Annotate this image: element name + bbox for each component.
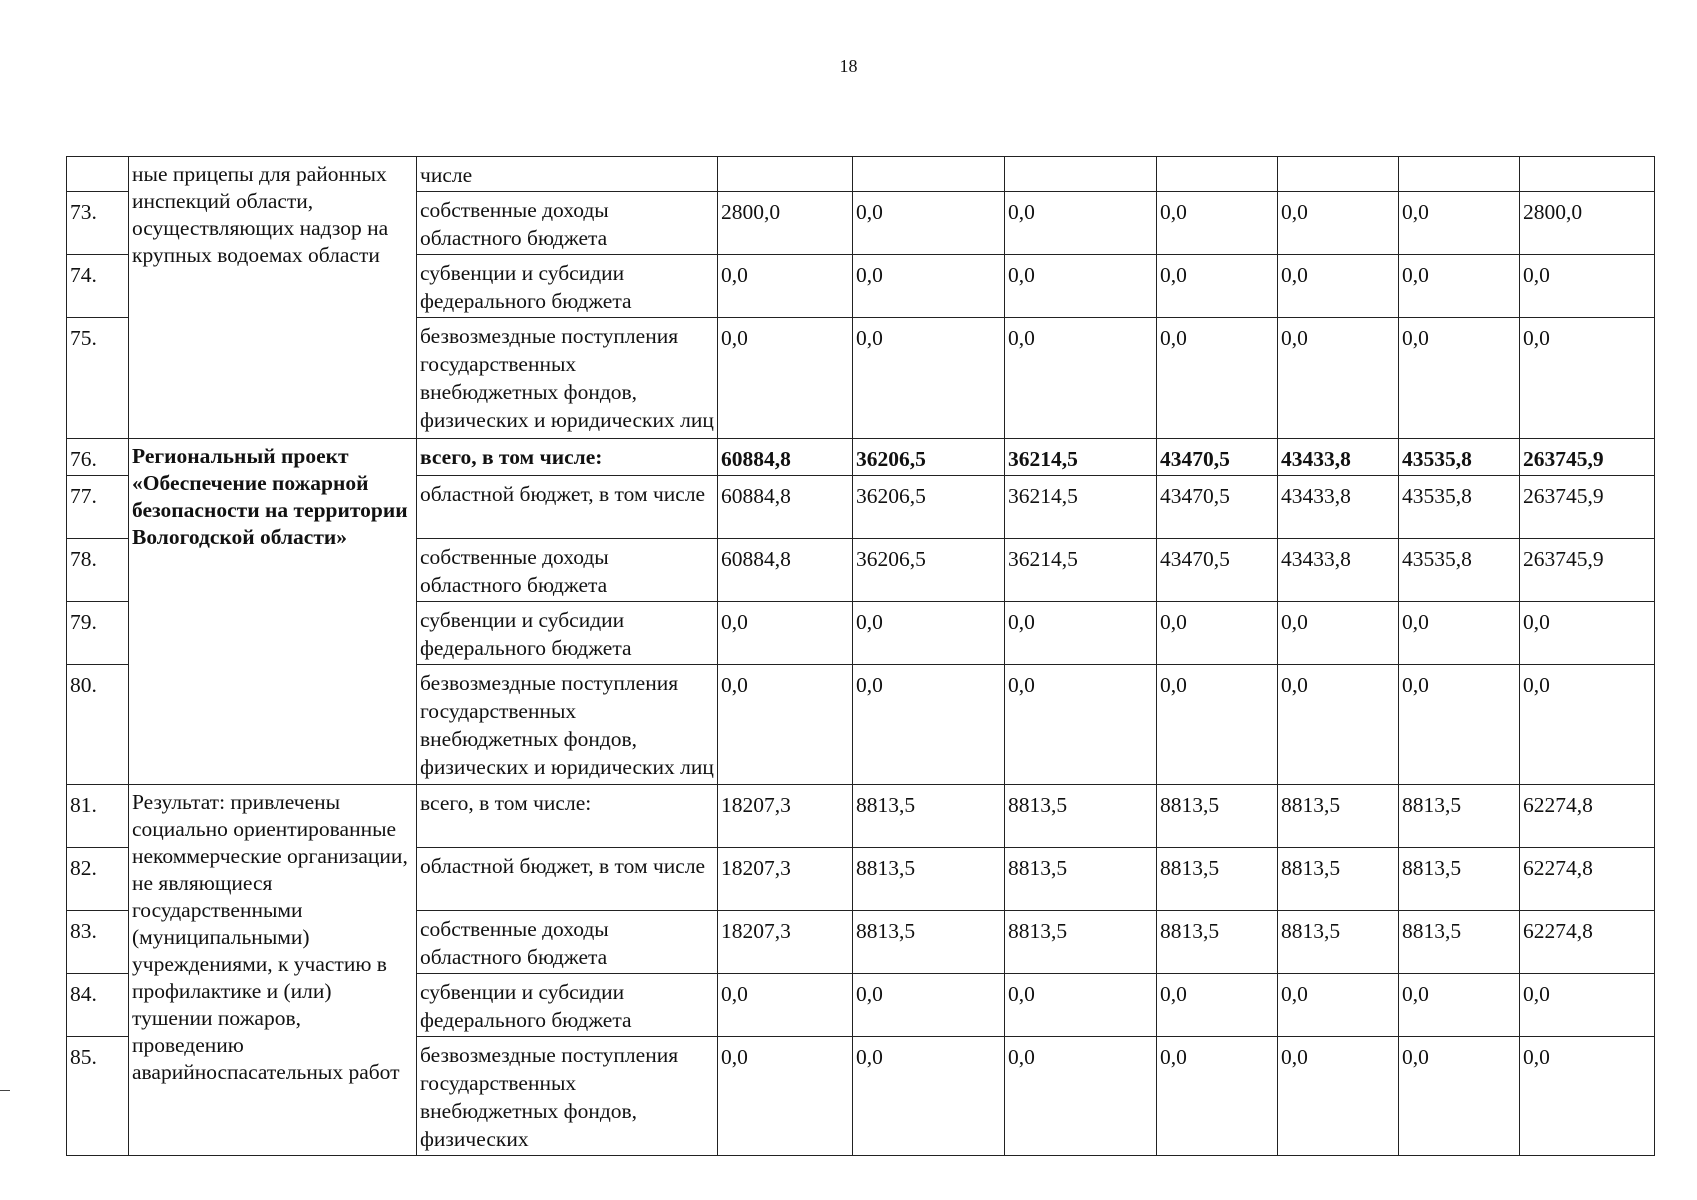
funding-source-cell: всего, в том числе:	[417, 785, 718, 848]
amount-cell: 8813,5	[1399, 911, 1520, 974]
amount-cell: 0,0	[718, 602, 853, 665]
amount-cell: 0,0	[1157, 192, 1278, 255]
amount-cell: 60884,8	[718, 539, 853, 602]
row-number-cell: 80.	[67, 665, 129, 785]
amount-cell: 43433,8	[1278, 439, 1399, 476]
amount-cell: 18207,3	[718, 911, 853, 974]
amount-cell: 36206,5	[853, 476, 1005, 539]
amount-cell: 62274,8	[1520, 911, 1655, 974]
amount-cell: 0,0	[1278, 318, 1399, 439]
amount-cell	[1005, 157, 1157, 192]
amount-cell: 8813,5	[1157, 848, 1278, 911]
amount-cell: 0,0	[718, 318, 853, 439]
amount-cell: 36206,5	[853, 439, 1005, 476]
amount-cell: 0,0	[1520, 602, 1655, 665]
amount-cell	[1520, 157, 1655, 192]
funding-source-cell: собственные доходы областного бюджета	[417, 911, 718, 974]
amount-cell: 0,0	[1399, 1037, 1520, 1156]
amount-cell: 0,0	[1278, 1037, 1399, 1156]
amount-cell: 43470,5	[1157, 439, 1278, 476]
amount-cell: 8813,5	[1278, 911, 1399, 974]
row-number-cell: 84.	[67, 974, 129, 1037]
funding-source-cell: областной бюджет, в том числе	[417, 476, 718, 539]
amount-cell: 0,0	[853, 602, 1005, 665]
amount-cell: 0,0	[1005, 602, 1157, 665]
amount-cell: 0,0	[1520, 255, 1655, 318]
amount-cell: 8813,5	[1278, 785, 1399, 848]
amount-cell: 43433,8	[1278, 539, 1399, 602]
amount-cell: 8813,5	[1157, 911, 1278, 974]
amount-cell: 0,0	[1157, 255, 1278, 318]
amount-cell: 0,0	[718, 255, 853, 318]
amount-cell: 8813,5	[1005, 785, 1157, 848]
funding-source-cell: безвозмездные поступления государственных внебюджетных фондов, физических	[417, 1037, 718, 1156]
amount-cell: 263745,9	[1520, 539, 1655, 602]
amount-cell: 43470,5	[1157, 539, 1278, 602]
amount-cell: 0,0	[853, 318, 1005, 439]
item-description-cell: ные прицепы для районных инспекций области, осуществляющих надзор на крупных водоемах области	[129, 157, 417, 439]
amount-cell: 0,0	[1005, 1037, 1157, 1156]
amount-cell: 18207,3	[718, 785, 853, 848]
amount-cell: 0,0	[718, 974, 853, 1037]
budget-table	[66, 156, 1655, 1156]
amount-cell: 0,0	[1520, 318, 1655, 439]
amount-cell: 0,0	[1520, 665, 1655, 785]
amount-cell	[853, 157, 1005, 192]
funding-source-cell: числе	[417, 157, 718, 192]
amount-cell: 0,0	[1399, 318, 1520, 439]
funding-source-cell: субвенции и субсидии федерального бюджета	[417, 602, 718, 665]
funding-source-cell: безвозмездные поступления государственных внебюджетных фондов, физических и юридических лиц	[417, 318, 718, 439]
amount-cell: 0,0	[1278, 192, 1399, 255]
funding-source-cell: всего, в том числе:	[417, 439, 718, 476]
amount-cell	[1278, 157, 1399, 192]
amount-cell: 0,0	[1399, 602, 1520, 665]
amount-cell: 36206,5	[853, 539, 1005, 602]
amount-cell: 8813,5	[853, 911, 1005, 974]
amount-cell: 0,0	[1005, 255, 1157, 318]
row-number-cell: 75.	[67, 318, 129, 439]
amount-cell: 0,0	[1005, 318, 1157, 439]
amount-cell: 0,0	[1399, 255, 1520, 318]
amount-cell: 0,0	[1157, 1037, 1278, 1156]
item-description-cell: Региональный проект «Обеспечение пожарной безопасности на территории Вологодской области»	[129, 439, 417, 785]
amount-cell: 62274,8	[1520, 848, 1655, 911]
amount-cell: 0,0	[1278, 255, 1399, 318]
row-number-cell: 73.	[67, 192, 129, 255]
table-row	[67, 439, 1655, 476]
funding-source-cell: субвенции и субсидии федерального бюджета	[417, 255, 718, 318]
amount-cell: 263745,9	[1520, 439, 1655, 476]
amount-cell: 2800,0	[1520, 192, 1655, 255]
amount-cell: 0,0	[1278, 665, 1399, 785]
amount-cell: 8813,5	[1399, 785, 1520, 848]
amount-cell: 43535,8	[1399, 476, 1520, 539]
amount-cell: 43535,8	[1399, 539, 1520, 602]
amount-cell: 8813,5	[853, 785, 1005, 848]
item-description-cell: Результат: привлечены социально ориентированные некоммерческие организации, не являющиеся государственными (муниципальными) учреждениями, к участию в профилактике и (или) тушении пожаров, проведению аварийноспасательных работ	[129, 785, 417, 1156]
row-number-cell: 77.	[67, 476, 129, 539]
page-number: 18	[839, 56, 858, 76]
amount-cell: 36214,5	[1005, 539, 1157, 602]
amount-cell: 8813,5	[1005, 848, 1157, 911]
row-number-cell	[67, 157, 129, 192]
amount-cell: 8813,5	[1157, 785, 1278, 848]
amount-cell: 0,0	[1278, 974, 1399, 1037]
row-number-cell: 76.	[67, 439, 129, 476]
row-number-cell: 82.	[67, 848, 129, 911]
amount-cell: 0,0	[1520, 1037, 1655, 1156]
amount-cell	[718, 157, 853, 192]
amount-cell: 60884,8	[718, 476, 853, 539]
amount-cell: 2800,0	[718, 192, 853, 255]
amount-cell	[1157, 157, 1278, 192]
amount-cell: 0,0	[1399, 974, 1520, 1037]
table-row	[67, 157, 1655, 192]
amount-cell: 62274,8	[1520, 785, 1655, 848]
amount-cell: 36214,5	[1005, 476, 1157, 539]
amount-cell: 0,0	[853, 255, 1005, 318]
table-body	[67, 157, 1655, 1156]
amount-cell: 0,0	[1157, 602, 1278, 665]
funding-source-cell: областной бюджет, в том числе	[417, 848, 718, 911]
amount-cell: 43470,5	[1157, 476, 1278, 539]
scan-edge-mark	[0, 1090, 10, 1091]
funding-source-cell: собственные доходы областного бюджета	[417, 192, 718, 255]
amount-cell: 8813,5	[1399, 848, 1520, 911]
amount-cell: 0,0	[718, 1037, 853, 1156]
amount-cell: 43433,8	[1278, 476, 1399, 539]
amount-cell: 0,0	[853, 665, 1005, 785]
amount-cell: 0,0	[1005, 974, 1157, 1037]
amount-cell: 43535,8	[1399, 439, 1520, 476]
funding-source-cell: субвенции и субсидии федерального бюджета	[417, 974, 718, 1037]
amount-cell: 8813,5	[1005, 911, 1157, 974]
amount-cell: 0,0	[1005, 665, 1157, 785]
row-number-cell: 81.	[67, 785, 129, 848]
amount-cell: 263745,9	[1520, 476, 1655, 539]
amount-cell: 0,0	[1278, 602, 1399, 665]
amount-cell: 0,0	[1399, 665, 1520, 785]
amount-cell: 0,0	[1157, 974, 1278, 1037]
amount-cell: 60884,8	[718, 439, 853, 476]
amount-cell: 36214,5	[1005, 439, 1157, 476]
amount-cell: 0,0	[1399, 192, 1520, 255]
amount-cell	[1399, 157, 1520, 192]
amount-cell: 8813,5	[853, 848, 1005, 911]
row-number-cell: 85.	[67, 1037, 129, 1156]
funding-source-cell: собственные доходы областного бюджета	[417, 539, 718, 602]
amount-cell: 0,0	[1157, 318, 1278, 439]
amount-cell: 0,0	[1005, 192, 1157, 255]
amount-cell: 0,0	[1157, 665, 1278, 785]
amount-cell: 0,0	[1520, 974, 1655, 1037]
row-number-cell: 79.	[67, 602, 129, 665]
amount-cell: 0,0	[853, 1037, 1005, 1156]
row-number-cell: 74.	[67, 255, 129, 318]
amount-cell: 0,0	[853, 974, 1005, 1037]
row-number-cell: 78.	[67, 539, 129, 602]
amount-cell: 8813,5	[1278, 848, 1399, 911]
amount-cell: 18207,3	[718, 848, 853, 911]
amount-cell: 0,0	[718, 665, 853, 785]
table-row	[67, 785, 1655, 848]
row-number-cell: 83.	[67, 911, 129, 974]
amount-cell: 0,0	[853, 192, 1005, 255]
funding-source-cell: безвозмездные поступления государственных внебюджетных фондов, физических и юридических лиц	[417, 665, 718, 785]
